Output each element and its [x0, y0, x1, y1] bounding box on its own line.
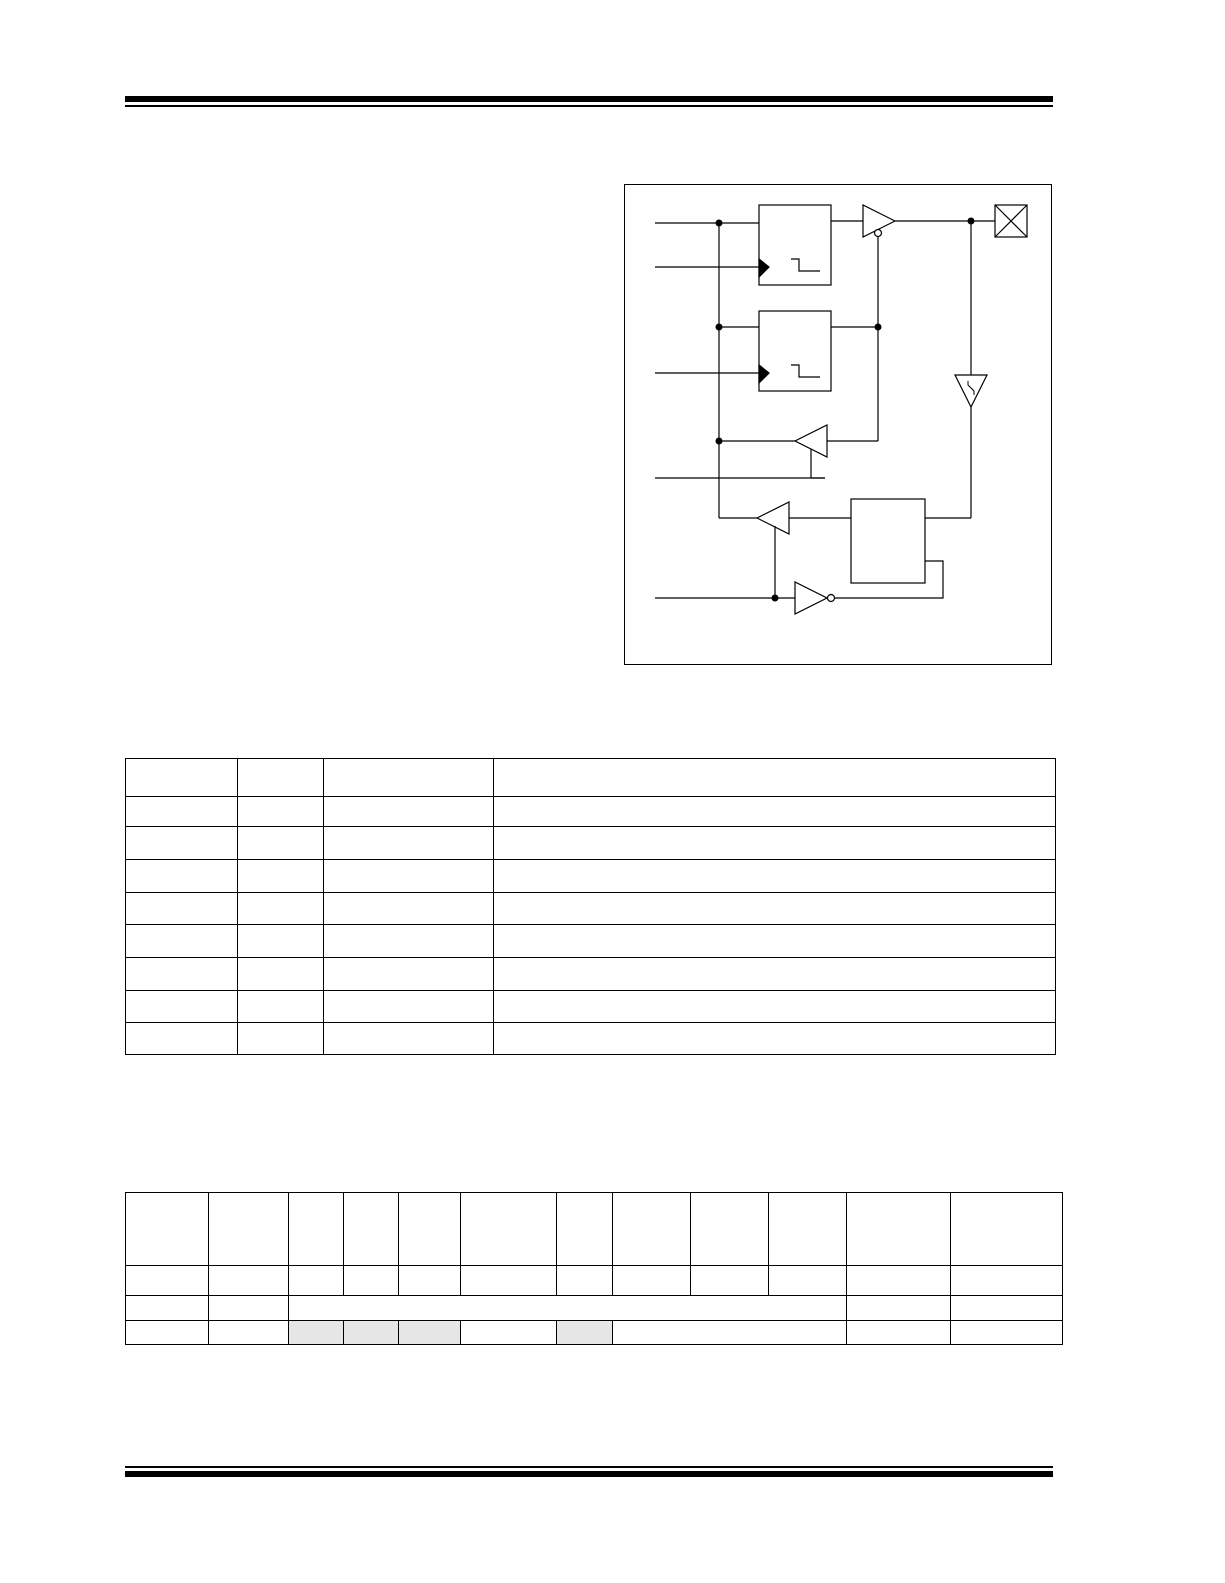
d-flip-flop-block: [759, 205, 831, 285]
junction-dot: [716, 438, 723, 445]
header-cell: [126, 759, 238, 797]
table-row: [126, 827, 1056, 860]
footer-rule-thin: [125, 1466, 1053, 1468]
schmitt-glyph: [968, 381, 974, 395]
table-row: [126, 1023, 1056, 1055]
header-rule-thick: [125, 96, 1053, 102]
table-header-row: [126, 759, 1056, 797]
schmitt-input-buffer: [955, 375, 987, 407]
pin-description-table: [125, 758, 1056, 1055]
junction-dot: [968, 218, 975, 225]
clock-input-arrow-1: [759, 259, 769, 277]
inverter-bubble: [875, 230, 882, 237]
unimplemented-bit-cell: [557, 1321, 613, 1345]
inverter-bubble: [828, 595, 835, 602]
footer-rule-thick: [125, 1471, 1053, 1477]
table-row: [126, 893, 1056, 925]
unimplemented-bit-cell: [399, 1321, 461, 1345]
table-row: [126, 860, 1056, 893]
table-row: [126, 1266, 1063, 1296]
table-row: [126, 797, 1056, 827]
read-strobe-inverter: [795, 582, 827, 614]
merged-bits-cell: [289, 1296, 847, 1321]
table-header-row: [126, 1193, 1063, 1266]
register-summary-table: [125, 1192, 1063, 1345]
block-diagram-figure: [624, 184, 1052, 665]
table-row: [126, 925, 1056, 958]
junction-dot: [716, 324, 723, 331]
junction-dot: [772, 595, 779, 602]
falling-edge-clock: [791, 365, 820, 377]
header-rule-thin: [125, 105, 1053, 107]
clock-input-arrow-2: [759, 365, 769, 383]
unimplemented-bit-cell: [344, 1321, 399, 1345]
junction-dot: [875, 324, 882, 331]
header-cell: [238, 759, 324, 797]
junction-dot: [716, 220, 723, 227]
falling-edge-clock: [791, 259, 820, 271]
table-row: [126, 1296, 1063, 1321]
unimplemented-bit-cell: [289, 1321, 344, 1345]
table-row: [126, 991, 1056, 1023]
merged-bits-cell: [613, 1321, 847, 1345]
read-port-buffer: [757, 502, 789, 534]
sync-latch-block: [851, 499, 925, 583]
table-row: [126, 1321, 1063, 1345]
table-row: [126, 958, 1056, 991]
header-cell: [324, 759, 494, 797]
block-diagram-svg: [625, 185, 1053, 666]
d-flip-flop-block: [759, 311, 831, 391]
header-cell: [494, 759, 1056, 797]
